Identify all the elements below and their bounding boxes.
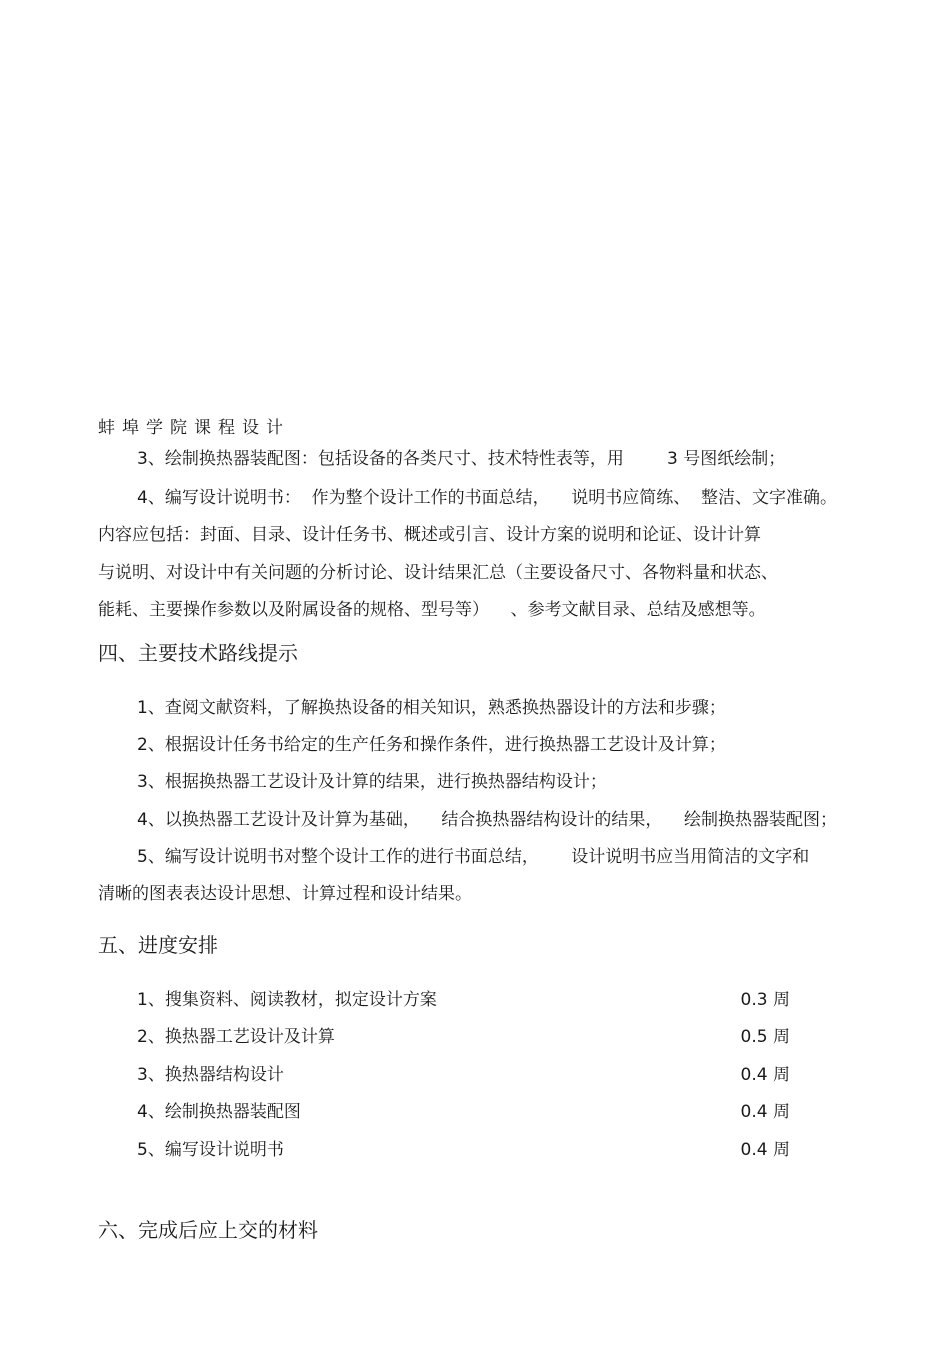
schedule-task: 4、绘制换热器装配图 (137, 1102, 301, 1122)
schedule-duration: 0.4 周 (740, 1140, 790, 1160)
item-4-line-2: 内容应包括：封面、目录、设计任务书、概述或引言、设计方案的说明和论证、设计计算 (98, 525, 761, 545)
page-header: 蚌埠学院课程设计 (98, 418, 290, 438)
item-4-line-3: 与说明、对设计中有关问题的分析讨论、设计结果汇总（主要设备尺寸、各物料量和状态、 (98, 563, 778, 583)
schedule-task: 5、编写设计说明书 (137, 1140, 284, 1160)
schedule-row (137, 989, 790, 1011)
route-item-4: 4、以换热器工艺设计及计算为基础， 结合换热器结构设计的结果， 绘制换热器装配图； (137, 810, 838, 830)
schedule-row (137, 1101, 790, 1123)
schedule-duration: 0.4 周 (740, 1102, 790, 1122)
section-5-heading: 五、进度安排 (98, 933, 218, 957)
item-4-line-1: 4、编写设计说明书： 作为整个设计工作的书面总结， 说明书应简练、 整洁、文字准确。 (137, 488, 838, 508)
item-3-drawing: 3、绘制换热器装配图：包括设备的各类尺寸、技术特性表等，用 3 号图纸绘制； (137, 449, 786, 469)
section-4-heading: 四、主要技术路线提示 (98, 641, 298, 665)
schedule-duration: 0.3 周 (740, 990, 790, 1010)
schedule-duration: 0.5 周 (740, 1027, 790, 1047)
schedule-row (137, 1064, 790, 1086)
schedule-task: 3、换热器结构设计 (137, 1065, 284, 1085)
schedule-row (137, 1026, 790, 1048)
item-4-line-4: 能耗、主要操作参数以及附属设备的规格、型号等） 、参考文献目录、总结及感想等。 (98, 600, 766, 620)
route-item-1: 1、查阅文献资料，了解换热设备的相关知识，熟悉换热器设计的方法和步骤； (137, 698, 726, 718)
route-item-2: 2、根据设计任务书给定的生产任务和操作条件，进行换热器工艺设计及计算； (137, 735, 726, 755)
schedule-task: 2、换热器工艺设计及计算 (137, 1027, 335, 1047)
route-item-5-line-2: 清晰的图表表达设计思想、计算过程和设计结果。 (98, 884, 472, 904)
schedule-duration: 0.4 周 (740, 1065, 790, 1085)
route-item-3: 3、根据换热器工艺设计及计算的结果，进行换热器结构设计； (137, 772, 607, 792)
schedule-row (137, 1139, 790, 1161)
route-item-5-line-1: 5、编写设计说明书对整个设计工作的进行书面总结， 设计说明书应当用简洁的文字和 (137, 847, 810, 867)
schedule-task: 1、搜集资料、阅读教材，拟定设计方案 (137, 990, 437, 1010)
section-6-heading: 六、完成后应上交的材料 (98, 1218, 318, 1242)
